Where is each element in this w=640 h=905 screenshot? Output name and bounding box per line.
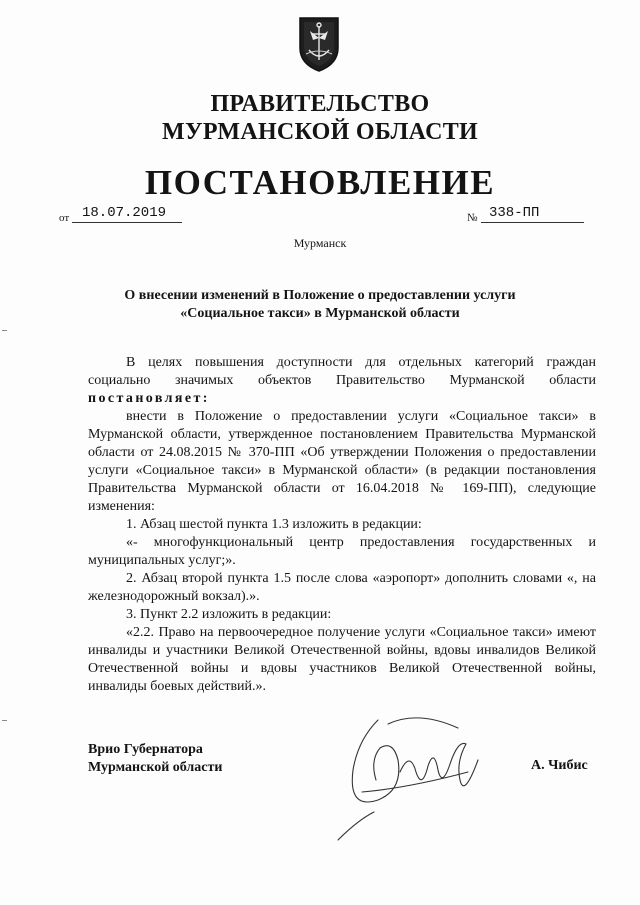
item-1-text: «- многофункциональный центр предоставления государственных и муниципальных услуг;». <box>88 535 596 568</box>
signer-position <box>88 741 222 777</box>
document-subject <box>0 287 640 323</box>
item-2: 2. Абзац второй пункта 1.5 после слова «аэропорт» дополнить словами «, на железнодорожный вокзал).». <box>88 571 596 604</box>
document-number: 338-ПП <box>481 205 584 223</box>
intro-paragraph: внести в Положение о предоставлении услуги «Социальное такси» в Мурманской области, утвержденное постановлением Правительства Мурманской области от 24.08.2015 № 370-ПП «Об утверждении Положения о предоставлении услуги «Социальное такси» в Мурманской области» (в редакции постановления Правительства Мурманской области от 16.04.2018 № 169-ПП), следующие изменения: <box>88 409 596 514</box>
document-date: 18.07.2019 <box>72 205 182 223</box>
document-type-title: ПОСТАНОВЛЕНИЕ <box>144 163 496 202</box>
city: Мурманск <box>293 236 347 250</box>
margin-tick <box>2 330 7 331</box>
handwritten-signature-icon <box>318 700 498 850</box>
signer-position-line2: Мурманской области <box>88 760 223 775</box>
signer-name: А. Чибис <box>531 758 588 773</box>
margin-tick <box>2 720 7 721</box>
government-name-line2: МУРМАНСКОЙ ОБЛАСТИ <box>162 119 478 145</box>
item-3: 3. Пункт 2.2 изложить в редакции: <box>126 607 332 622</box>
government-name-line1: ПРАВИТЕЛЬСТВО <box>210 91 430 117</box>
preamble-paragraph <box>88 354 596 408</box>
coat-of-arms-icon <box>296 14 342 74</box>
item-3-text: «2.2. Право на первоочередное получение услуги «Социальное такси» имеют инвалиды и участники Великой Отечественной войны, вдовы инвалидов Великой Отечественной войны и вдовы участников Великой Отечественной войны, инвалиды боевых действий.». <box>88 625 596 694</box>
number-label: № <box>467 212 478 224</box>
item-1: 1. Абзац шестой пункта 1.3 изложить в редакции: <box>126 517 422 532</box>
resolves-word: постановляет: <box>88 391 210 406</box>
subject-line2: «Социальное такси» в Мурманской области <box>180 306 460 321</box>
date-label: от <box>59 212 70 224</box>
preamble-text: В целях повышения доступности для отдельных категорий граждан социально значимых объектов Правительство Мурманской области <box>88 355 596 388</box>
subject-line1: О внесении изменений в Положение о предоставлении услуги <box>124 288 516 303</box>
signer-position-line1: Врио Губернатора <box>88 742 203 757</box>
document-body <box>88 354 596 696</box>
